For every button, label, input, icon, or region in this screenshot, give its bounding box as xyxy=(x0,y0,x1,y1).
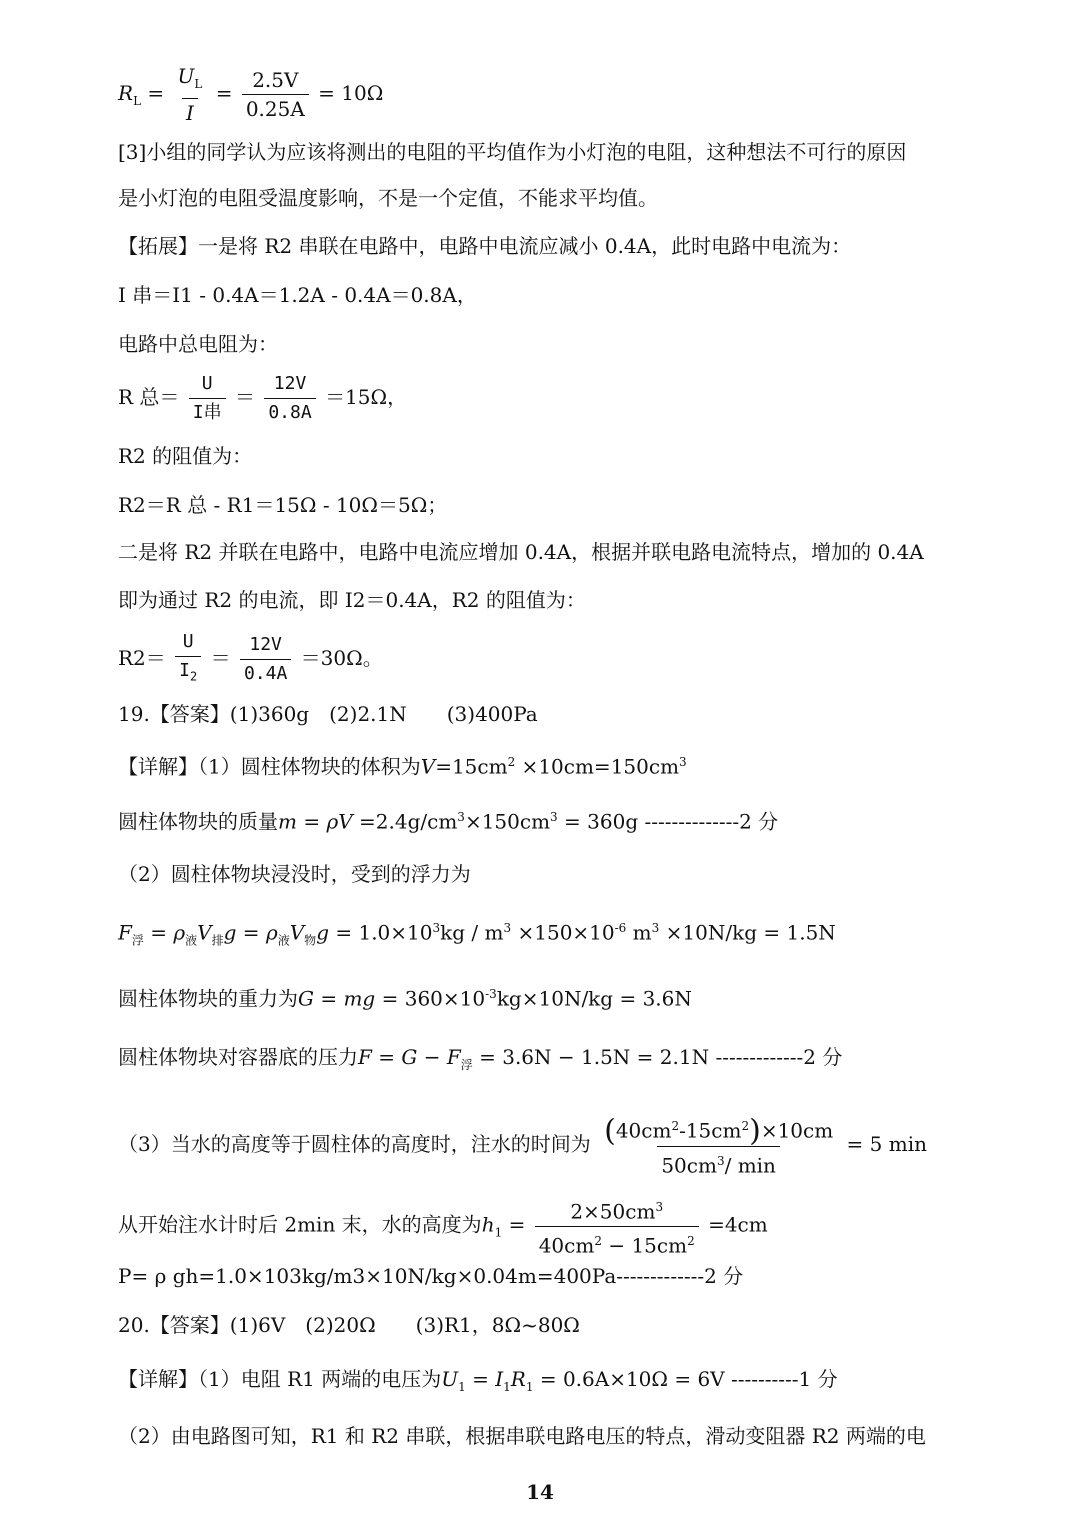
q19d7-sb: 2 xyxy=(741,1119,750,1133)
r2-lhs: R2＝ xyxy=(118,645,166,670)
q19d8-h-sub: 1 xyxy=(494,1225,503,1240)
r2-den-sub: 2 xyxy=(190,669,198,684)
q19d8-result: =4cm xyxy=(708,1212,768,1237)
q19d4-rho1: ρ xyxy=(173,920,186,945)
q19d4-rho1-sub: 液 xyxy=(185,933,198,948)
q19d5-rest: = 360×10 xyxy=(375,986,486,1011)
q19d4-eq1: = xyxy=(143,920,174,945)
q19-detail-1 xyxy=(118,748,687,781)
q19d8-sd1: 2 xyxy=(594,1233,602,1248)
q19-detail-3: （2）圆柱体物块浸没时，受到的浮力为 xyxy=(118,862,471,886)
q19d4-v2-sub: 物 xyxy=(304,933,317,948)
r2-result: ＝30Ω。 xyxy=(300,645,383,670)
q19d7-num-c: ×10cm xyxy=(760,1118,834,1143)
q20-detail-2: （2）由电路图可知，R1 和 R2 串联，根据串联电路电压的特点，滑动变阻器 R2 两端的电 xyxy=(118,1424,926,1448)
q19d5-text: 圆柱体物块的重力为 xyxy=(118,986,298,1011)
rtotal-den2: 0.8A xyxy=(264,398,315,425)
q20d1-r-sub: 1 xyxy=(525,1380,534,1394)
q20d1-eq: = xyxy=(465,1367,496,1391)
rl-num2: 2.5V xyxy=(252,68,299,92)
q19d5-end: kg×10N/kg = 3.6N xyxy=(496,986,692,1011)
q19d4-sup2: 3 xyxy=(503,921,512,935)
rl-den: I xyxy=(182,98,198,125)
rtotal-frac1 xyxy=(189,372,226,425)
r2-den: I xyxy=(179,660,190,681)
q19-detail-4 xyxy=(118,914,836,955)
q20d1-i-sub: 1 xyxy=(503,1380,511,1394)
rl-num-sub: L xyxy=(194,77,203,91)
p3-line2: 是小灯泡的电阻受温度影响，不是一个定值，不能求平均值。 xyxy=(118,186,658,210)
p3-line1: [3]小组的同学认为应该将测出的电阻的平均值作为小灯泡的电阻，这种想法不可行的原因 xyxy=(118,140,907,164)
q19-detail-6 xyxy=(118,1043,842,1079)
q19d4-v1-sub: 排 xyxy=(211,933,224,948)
q20-detail-1 xyxy=(118,1365,838,1401)
q19d1-sup1: 2 xyxy=(507,755,516,769)
formula-rl xyxy=(118,64,383,125)
q19d7-result: = 5 min xyxy=(846,1132,927,1157)
q19d4-sup1: 3 xyxy=(432,921,441,935)
rtotal-eq: ＝ xyxy=(234,385,255,409)
q19d7-num-a: 40cm xyxy=(615,1118,672,1143)
q19d1-mid: ×10cm=150cm xyxy=(515,754,680,779)
q19d1-rest: =15cm xyxy=(435,754,508,779)
rl-num: U xyxy=(177,64,195,88)
rl-lhs-sub: L xyxy=(133,94,142,108)
q19d1-var: V xyxy=(420,754,436,779)
q19d6-f2: F xyxy=(446,1045,461,1069)
q19d8-den-a: 40cm xyxy=(538,1233,595,1258)
q19d8-text: 从开始注水计时后 2min 末，水的高度为 xyxy=(118,1212,482,1237)
q19d4-g1: g xyxy=(223,920,237,945)
rtotal-num: U xyxy=(201,373,213,394)
rl-frac1 xyxy=(174,64,207,125)
q19d1-sup2: 3 xyxy=(679,755,687,769)
q19d4-g2: g xyxy=(316,920,329,945)
ext-line1: 【拓展】一是将 R2 串联在电路中，电路中电流应减小 0.4A，此时电路中电流为： xyxy=(118,234,852,258)
q20d1-end: = 0.6A×10Ω = 6V ----------1 分 xyxy=(533,1367,838,1391)
rtotal-num2: 12V xyxy=(273,373,307,394)
rtotal-lhs: R 总＝ xyxy=(118,385,180,409)
rl-eq1: = xyxy=(147,81,165,105)
q19d4-mid1: kg / m xyxy=(440,920,504,945)
q20d1-u-sub: 1 xyxy=(458,1380,466,1394)
q19d6-g: G xyxy=(401,1045,418,1069)
ext-line2: I 串＝I1 - 0.4A＝1.2A - 0.4A＝0.8A， xyxy=(118,283,477,307)
r2-frac2 xyxy=(240,633,291,686)
q19d6-eq: = xyxy=(371,1045,402,1069)
rl-eq2: = xyxy=(215,81,233,105)
q19d4-rest: = 1.0×10 xyxy=(329,920,433,945)
q19d4-f-sub: 浮 xyxy=(131,933,144,948)
r2-eq: ＝ xyxy=(210,645,231,670)
page-number: 14 xyxy=(526,1480,554,1504)
formula-rtotal xyxy=(118,372,407,425)
q19d2-mid: ×150cm xyxy=(464,809,551,834)
q19d7-den-a: 50cm xyxy=(661,1153,717,1178)
q19d1-text: 【详解】（1）圆柱体物块的体积为 xyxy=(118,754,421,779)
q19d8-eq: = xyxy=(502,1212,532,1237)
q19d6-end: = 3.6N − 1.5N = 2.1N -------------2 分 xyxy=(472,1045,843,1069)
rtotal-result: ＝15Ω， xyxy=(325,385,408,409)
ext-line3: 电路中总电阻为： xyxy=(118,332,278,356)
q19d7-den-b: / min xyxy=(724,1153,776,1178)
q19d8-den-b: − 15cm xyxy=(601,1233,688,1258)
q19d4-sup4: 3 xyxy=(651,921,660,935)
rtotal-den: I串 xyxy=(189,398,226,425)
rl-result: = 10Ω xyxy=(318,81,384,105)
q19d5-mg: mg xyxy=(343,986,376,1011)
q19-detail-7 xyxy=(118,1114,927,1177)
q19d4-mid2: ×150×10 xyxy=(511,920,615,945)
q19d8-frac xyxy=(535,1195,699,1257)
q19d4-f: F xyxy=(118,920,132,945)
r2-frac1 xyxy=(175,630,201,689)
q19d7-num-b: -15cm xyxy=(679,1118,742,1143)
q19d7-sd: 3 xyxy=(716,1153,725,1168)
q19d4-rho2: ρ xyxy=(265,920,278,945)
ext-line7: 即为通过 R2 的电流，即 I2＝0.4A，R2 的阻值为： xyxy=(118,588,586,612)
r2-num2: 12V xyxy=(249,633,282,655)
q19d8-h: h xyxy=(481,1212,495,1237)
q19d6-f: F xyxy=(358,1045,372,1069)
q19d2-end: = 360g --------------2 分 xyxy=(557,809,779,834)
r2-den2: 0.4A xyxy=(240,659,291,686)
ext-line5: R2＝R 总 - R1＝15Ω - 10Ω＝5Ω； xyxy=(118,493,448,517)
q19d8-sd2: 2 xyxy=(687,1233,695,1248)
q19d4-v1: V xyxy=(197,920,212,945)
q19d5-eq: = xyxy=(313,986,344,1011)
ext-line6: 二是将 R2 并联在电路中，电路中电流应增加 0.4A，根据并联电路电流特点，增加的 0.4A xyxy=(118,540,924,564)
q19d2-text: 圆柱体物块的质量 xyxy=(118,809,278,834)
q20d1-u: U xyxy=(441,1367,459,1391)
q20d1-text: 【详解】（1）电阻 R1 两端的电压为 xyxy=(118,1367,442,1391)
ext-line4: R2 的阻值为： xyxy=(118,444,253,468)
q19d6-f2-sub: 浮 xyxy=(460,1058,473,1072)
q20d1-r: R xyxy=(510,1367,526,1391)
q19d2-rho: ρV xyxy=(326,809,353,834)
q19-detail-9: P= ρ gh=1.0×103kg/m3×10N/kg×0.04m=400Pa-------------2 分 xyxy=(118,1264,744,1288)
q19d7-text: （3）当水的高度等于圆柱体的高度时，注水的时间为 xyxy=(118,1132,591,1157)
q19-detail-5 xyxy=(118,980,692,1013)
q19d4-sup3: -6 xyxy=(614,921,627,935)
q20-answer: 20.【答案】(1)6V (2)20Ω (3)R1，8Ω~80Ω xyxy=(118,1313,580,1337)
q19d4-mid3: m xyxy=(626,920,652,945)
q20d1-i: I xyxy=(495,1367,504,1391)
q19d2-sup1: 3 xyxy=(457,810,465,824)
q19d7-frac: $\frac{(40cm^2-15cm^2)\times 10cm}{50cm^3/ \min}$ xyxy=(604,1113,834,1178)
q19d6-text: 圆柱体物块对容器底的压力 xyxy=(118,1045,358,1069)
q19-detail-8 xyxy=(118,1195,768,1257)
q19d4-eq2: = xyxy=(236,920,266,945)
q19d4-rho2-sub: 液 xyxy=(277,933,290,948)
q19d5-g: G xyxy=(298,986,314,1011)
rtotal-frac2 xyxy=(264,372,315,425)
rl-den2: 0.25A xyxy=(242,94,309,121)
q19d8-num-a: 2×50cm xyxy=(570,1199,656,1224)
q19d4-end: ×10N/kg = 1.5N xyxy=(659,920,836,945)
q19-detail-2 xyxy=(118,803,778,836)
rl-frac2 xyxy=(242,68,309,121)
formula-r2 xyxy=(118,630,383,689)
q19d8-sn: 3 xyxy=(655,1200,664,1214)
q19d2-sup2: 3 xyxy=(550,810,558,824)
q19d2-rest: =2.4g/cm xyxy=(352,809,458,834)
q19d2-eq: = xyxy=(296,809,327,834)
q19d5-sup: -3 xyxy=(485,987,497,1001)
r2-num: U xyxy=(182,631,194,652)
q19-answer: 19.【答案】(1)360g (2)2.1N (3)400Pa xyxy=(118,702,538,726)
q19d6-minus: − xyxy=(417,1045,447,1069)
q19d4-v2: V xyxy=(289,920,305,945)
q19d2-m: m xyxy=(278,809,297,834)
rl-lhs: R xyxy=(118,81,134,105)
q19d7-sa: 2 xyxy=(671,1119,680,1133)
